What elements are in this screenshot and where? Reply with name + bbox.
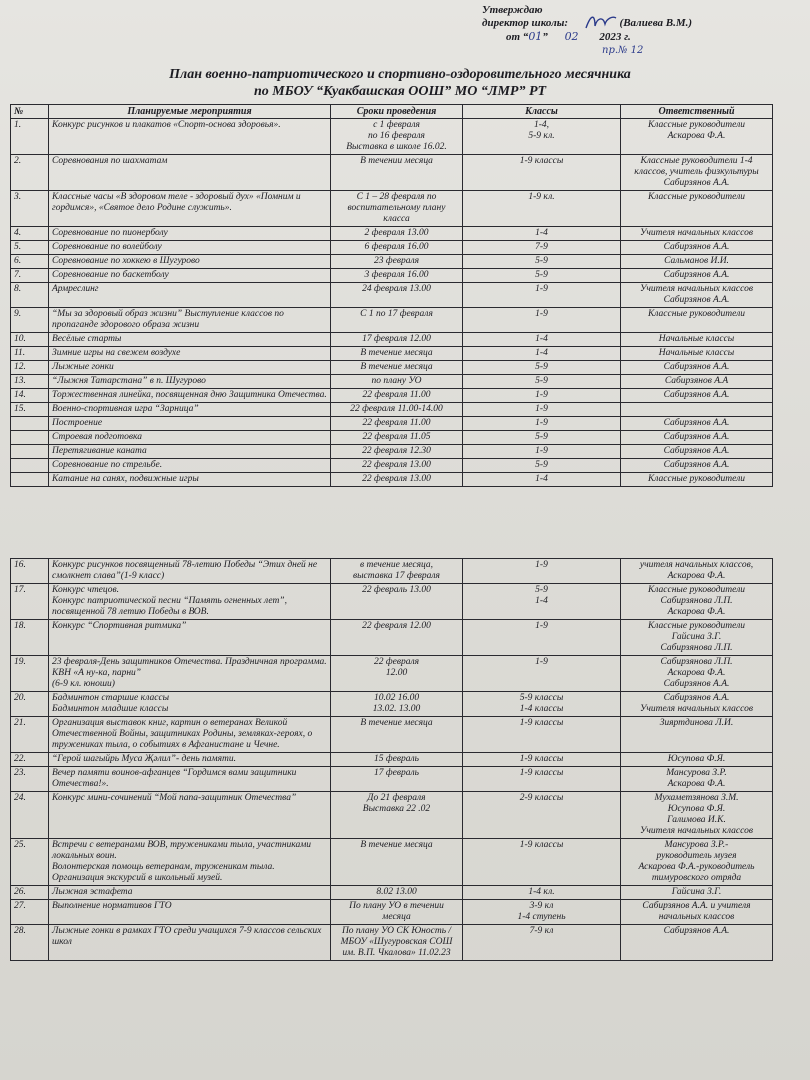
approval-order: пр.№ 12: [602, 45, 644, 56]
row-responsible: Сабирзянов А.А. Учителя начальных классов: [621, 692, 773, 717]
table-row: [11, 269, 773, 283]
row-responsible: Сабирзянов А.А.: [621, 241, 773, 255]
row-num: [11, 445, 49, 459]
row-classes: 1-9: [463, 308, 621, 333]
table-row: [11, 431, 773, 445]
row-classes: 1-9 классы: [463, 839, 621, 886]
row-event: 23 февраля-День защитников Отечества. Праздничная программа. КВН «А ну-ка, парни” (6-9 кл. юноши): [49, 656, 331, 692]
row-dates: 22 февраля 11.00-14.00: [331, 403, 463, 417]
row-event: Весёлые старты: [49, 333, 331, 347]
row-event: Лыжные гонки в рамках ГТО среди учащихся 7-9 классов сельских школ: [49, 925, 331, 961]
row-responsible: Мансурова З.Р. Аскарова Ф.А.: [621, 767, 773, 792]
row-dates: В течение месяца: [331, 717, 463, 753]
row-num: 22.: [11, 753, 49, 767]
table-row: [11, 255, 773, 269]
row-event: Выполнение нормативов ГТО: [49, 900, 331, 925]
row-dates: 22 февраля 12.30: [331, 445, 463, 459]
row-dates: 22 февраля 11.00: [331, 389, 463, 403]
row-responsible: Сальманов И.И.: [621, 255, 773, 269]
row-classes: 5-9: [463, 361, 621, 375]
row-event: Соревнование по баскетболу: [49, 269, 331, 283]
row-num: 18.: [11, 620, 49, 656]
row-event: Соревнование по стрельбе.: [49, 459, 331, 473]
row-responsible: Сабирзянов А.А.: [621, 361, 773, 375]
row-event: “Мы за здоровый образ жизни” Выступление классов по пропаганде здорового образа жизни: [49, 308, 331, 333]
plan-table-part-2: [10, 558, 773, 961]
row-dates: 22 февраля 13.00: [331, 473, 463, 487]
row-dates: 17 февраля 12.00: [331, 333, 463, 347]
table-row: [11, 459, 773, 473]
table-row: [11, 283, 773, 308]
row-dates: 6 февраля 16.00: [331, 241, 463, 255]
row-num: 9.: [11, 308, 49, 333]
table-row: [11, 241, 773, 255]
row-num: [11, 473, 49, 487]
row-num: 26.: [11, 886, 49, 900]
row-num: 19.: [11, 656, 49, 692]
row-event: Зимние игры на свежем воздухе: [49, 347, 331, 361]
row-classes: 1-9: [463, 389, 621, 403]
table-row: [11, 375, 773, 389]
row-num: 12.: [11, 361, 49, 375]
plan-table-part-1: [10, 104, 773, 487]
row-classes: 1-9 классы: [463, 155, 621, 191]
row-num: 3.: [11, 191, 49, 227]
row-responsible: Классные руководители Сабирзянова Л.П. Аскарова Ф.А.: [621, 584, 773, 620]
row-classes: 5-9 1-4: [463, 584, 621, 620]
row-dates: 22 февраля 12.00: [331, 620, 463, 656]
row-event: Конкурс чтецов. Конкурс патриотической песни “Память огненных лет”, посвященной 78 летию Победы в ВОВ.: [49, 584, 331, 620]
header-dates: Сроки проведения: [331, 105, 463, 119]
row-responsible: Начальные классы: [621, 333, 773, 347]
row-event: Конкурс мини-сочинений “Мой папа-защитник Отечества”: [49, 792, 331, 839]
row-classes: 1-9 классы: [463, 753, 621, 767]
row-classes: 7-9 кл: [463, 925, 621, 961]
row-num: [11, 417, 49, 431]
header-responsible: Ответственный: [621, 105, 773, 119]
table-row: [11, 333, 773, 347]
row-classes: 1-9: [463, 403, 621, 417]
row-num: 8.: [11, 283, 49, 308]
row-responsible: Начальные классы: [621, 347, 773, 361]
approval-month: 02: [564, 30, 579, 43]
row-num: 1.: [11, 119, 49, 155]
row-classes: 1-9 классы: [463, 767, 621, 792]
row-event: Лыжные гонки: [49, 361, 331, 375]
row-dates: в течение месяца, выставка 17 февраля: [331, 559, 463, 584]
table-row: [11, 753, 773, 767]
director-name: (Валиева В.М.): [619, 17, 693, 29]
table-row: [11, 417, 773, 431]
row-dates: 22 февраля 11.05: [331, 431, 463, 445]
row-num: 28.: [11, 925, 49, 961]
approval-prefix: директор школы:: [482, 17, 569, 29]
row-event: Конкурс “Спортивная ритмика”: [49, 620, 331, 656]
row-event: Встречи с ветеранами ВОВ, тружениками тыла, участниками локальных воин. Волонтерская помощь ветеранам, труженикам тыла. Организация экскурсий в школьный музей.: [49, 839, 331, 886]
row-responsible: Учителя начальных классов Сабирзянов А.А.: [621, 283, 773, 308]
row-event: Военно-спортивная игра “Зарница”: [49, 403, 331, 417]
row-classes: 1-4 кл.: [463, 886, 621, 900]
row-classes: 1-4: [463, 473, 621, 487]
row-classes: 7-9: [463, 241, 621, 255]
row-classes: 3-9 кл 1-4 ступень: [463, 900, 621, 925]
approval-label: Утверждаю: [482, 4, 543, 16]
table-row: [11, 886, 773, 900]
row-event: Катание на санях, подвижные игры: [49, 473, 331, 487]
table-row: [11, 900, 773, 925]
table-row: [11, 792, 773, 839]
row-dates: В течение месяца: [331, 361, 463, 375]
row-event: Соревнование по волейболу: [49, 241, 331, 255]
row-classes: 5-9: [463, 459, 621, 473]
row-event: Классные часы «В здоровом теле - здоровый дух» «Помним и гордимся», «Святое дело Родине служить».: [49, 191, 331, 227]
title-line-2: по МБОУ “Куакбашская ООШ” МО “ЛМР” РТ: [253, 84, 547, 99]
row-event: Организация выставок книг, картин о ветеранах Великой Отечественной Войны, защитниках Родины, земляках-героях, о тружениках тыла, о событиях в Афганистане и Чечне.: [49, 717, 331, 753]
row-responsible: Учителя начальных классов: [621, 227, 773, 241]
row-responsible: Сабирзянов А.А.: [621, 417, 773, 431]
row-event: “Герой шагыйрь Муса Җәлил”- день памяти.: [49, 753, 331, 767]
row-responsible: Гайсина З.Г.: [621, 886, 773, 900]
row-event: Построение: [49, 417, 331, 431]
row-num: 10.: [11, 333, 49, 347]
row-num: 2.: [11, 155, 49, 191]
row-responsible: Классные руководители: [621, 473, 773, 487]
row-num: 24.: [11, 792, 49, 839]
row-responsible: Сабирзянова Л.П. Аскарова Ф.А. Сабирзянов А.А.: [621, 656, 773, 692]
table-row: [11, 767, 773, 792]
row-responsible: Сабирзянов А.А: [621, 375, 773, 389]
row-classes: 2-9 классы: [463, 792, 621, 839]
row-dates: С 1 по 17 февраля: [331, 308, 463, 333]
row-classes: 5-9: [463, 375, 621, 389]
row-num: 13.: [11, 375, 49, 389]
row-dates: С 1 – 28 февраля по воспитательному плану класса: [331, 191, 463, 227]
title-line-1: План военно-патриотического и спортивно-оздоровительного месячника: [169, 67, 631, 82]
row-num: [11, 431, 49, 445]
row-responsible: Зияртдинова Л.И.: [621, 717, 773, 753]
row-num: 20.: [11, 692, 49, 717]
row-responsible: Сабирзянов А.А.: [621, 431, 773, 445]
row-responsible: Сабирзянов А.А.: [621, 445, 773, 459]
row-event: Торжественная линейка, посвященная дню Защитника Отечества.: [49, 389, 331, 403]
row-classes: 5-9: [463, 255, 621, 269]
row-classes: 1-9: [463, 417, 621, 431]
row-event: Вечер памяти воинов-афганцев “Гордимся вами защитники Отечества!».: [49, 767, 331, 792]
row-dates: по плану УО: [331, 375, 463, 389]
row-dates: 22 февраля 13.00: [331, 459, 463, 473]
row-dates: 24 февраля 13.00: [331, 283, 463, 308]
row-event: Армреслинг: [49, 283, 331, 308]
table-row: [11, 620, 773, 656]
row-classes: 5-9: [463, 269, 621, 283]
row-classes: 1-9: [463, 283, 621, 308]
row-event: Бадминтон старшие классы Бадминтон младшие классы: [49, 692, 331, 717]
row-event: Строевая подготовка: [49, 431, 331, 445]
row-event: Перетягивание каната: [49, 445, 331, 459]
row-classes: 1-4, 5-9 кл.: [463, 119, 621, 155]
table-row: [11, 389, 773, 403]
row-num: 5.: [11, 241, 49, 255]
row-dates: 15 февраль: [331, 753, 463, 767]
row-num: 4.: [11, 227, 49, 241]
row-dates: с 1 февраля по 16 февраля Выставка в школе 16.02.: [331, 119, 463, 155]
row-dates: По плану УО СК Юность / МБОУ «Шугуровская СОШ им. В.П. Чкалова» 11.02.23: [331, 925, 463, 961]
table-row: [11, 559, 773, 584]
table-row: [11, 347, 773, 361]
row-responsible: Юсупова Ф.Я.: [621, 753, 773, 767]
row-num: 27.: [11, 900, 49, 925]
table-row: [11, 839, 773, 886]
row-num: 7.: [11, 269, 49, 283]
row-classes: 1-4: [463, 227, 621, 241]
header-event: Планируемые мероприятия: [49, 105, 331, 119]
table-row: [11, 445, 773, 459]
table-row: [11, 584, 773, 620]
header-classes: Классы: [463, 105, 621, 119]
row-responsible: Сабирзянов А.А.: [621, 269, 773, 283]
row-num: 6.: [11, 255, 49, 269]
row-num: 11.: [11, 347, 49, 361]
row-dates: 17 февраль: [331, 767, 463, 792]
row-num: 14.: [11, 389, 49, 403]
row-event: Соревнования по шахматам: [49, 155, 331, 191]
row-event: Конкурс рисунков и плакатов «Спорт-основа здоровья».: [49, 119, 331, 155]
row-event: Соревнование по пионерболу: [49, 227, 331, 241]
row-num: 23.: [11, 767, 49, 792]
table-row: [11, 403, 773, 417]
row-dates: До 21 февраля Выставка 22 .02: [331, 792, 463, 839]
row-dates: 8.02 13.00: [331, 886, 463, 900]
row-dates: В течение месяца: [331, 347, 463, 361]
row-classes: 1-4: [463, 333, 621, 347]
director-signature-icon: [583, 12, 619, 32]
row-responsible: Классные руководители Гайсина З.Г. Сабирзянова Л.П.: [621, 620, 773, 656]
table-header-row: [11, 105, 773, 119]
row-num: 16.: [11, 559, 49, 584]
row-classes: 1-9 классы: [463, 717, 621, 753]
page-title: [100, 66, 700, 100]
row-event: Лыжная эстафета: [49, 886, 331, 900]
row-responsible: Сабирзянов А.А.: [621, 925, 773, 961]
row-classes: 1-9: [463, 445, 621, 459]
row-dates: 3 февраля 16.00: [331, 269, 463, 283]
row-responsible: Сабирзянов А.А.: [621, 459, 773, 473]
row-event: Конкурс рисунков посвященный 78-летию Победы “Этих дней не смолкнет слава”(1-9 класс): [49, 559, 331, 584]
row-dates: 22 февраль 13.00: [331, 584, 463, 620]
row-responsible: Мансурова З.Р.- руководитель музея Аскарова Ф.А.-руководитель тимуровского отряда: [621, 839, 773, 886]
row-dates: 10.02 16.00 13.02. 13.00: [331, 692, 463, 717]
table-row: [11, 308, 773, 333]
table-row: [11, 717, 773, 753]
table-row: [11, 191, 773, 227]
table-row: [11, 692, 773, 717]
row-responsible: Классные руководители 1-4 классов, учитель физкультуры Сабирзянов А.А.: [621, 155, 773, 191]
row-classes: 1-9: [463, 656, 621, 692]
row-responsible: Классные руководители: [621, 308, 773, 333]
row-event: “Лыжня Татарстана” в п. Шугурово: [49, 375, 331, 389]
row-classes: 1-4: [463, 347, 621, 361]
approval-day: 01: [528, 30, 543, 43]
row-responsible: Сабирзянов А.А. и учителя начальных классов: [621, 900, 773, 925]
table-row: [11, 227, 773, 241]
row-classes: 5-9: [463, 431, 621, 445]
row-responsible: Классные руководители Аскарова Ф.А.: [621, 119, 773, 155]
row-dates: В течении месяца: [331, 155, 463, 191]
row-event: Соревнование по хоккею в Шугурово: [49, 255, 331, 269]
row-responsible: Классные руководители: [621, 191, 773, 227]
row-responsible: Сабирзянов А.А.: [621, 389, 773, 403]
table-row: [11, 925, 773, 961]
row-classes: 1-9: [463, 620, 621, 656]
row-num: [11, 459, 49, 473]
row-num: 17.: [11, 584, 49, 620]
table-row: [11, 473, 773, 487]
row-dates: 2 февраля 13.00: [331, 227, 463, 241]
row-classes: 5-9 классы 1-4 классы: [463, 692, 621, 717]
table-row: [11, 656, 773, 692]
approval-date-line: от “01” 02 2023 г.: [506, 30, 631, 43]
row-dates: 22 февраля 11.00: [331, 417, 463, 431]
row-dates: В течение месяца: [331, 839, 463, 886]
approval-year: 2023 г.: [599, 31, 631, 43]
table-row: [11, 119, 773, 155]
row-responsible: учителя начальных классов, Аскарова Ф.А.: [621, 559, 773, 584]
row-dates: По плану УО в течении месяца: [331, 900, 463, 925]
row-classes: 1-9: [463, 559, 621, 584]
row-classes: 1-9 кл.: [463, 191, 621, 227]
table-row: [11, 155, 773, 191]
row-num: 21.: [11, 717, 49, 753]
table-row: [11, 361, 773, 375]
row-dates: 23 февраля: [331, 255, 463, 269]
row-responsible: Мухаметзянова З.М. Юсупова Ф.Я. Галимова И.К. Учителя начальных классов: [621, 792, 773, 839]
row-num: 15.: [11, 403, 49, 417]
header-num: №: [11, 105, 49, 119]
row-num: 25.: [11, 839, 49, 886]
row-dates: 22 февраля 12.00: [331, 656, 463, 692]
row-responsible: [621, 403, 773, 417]
